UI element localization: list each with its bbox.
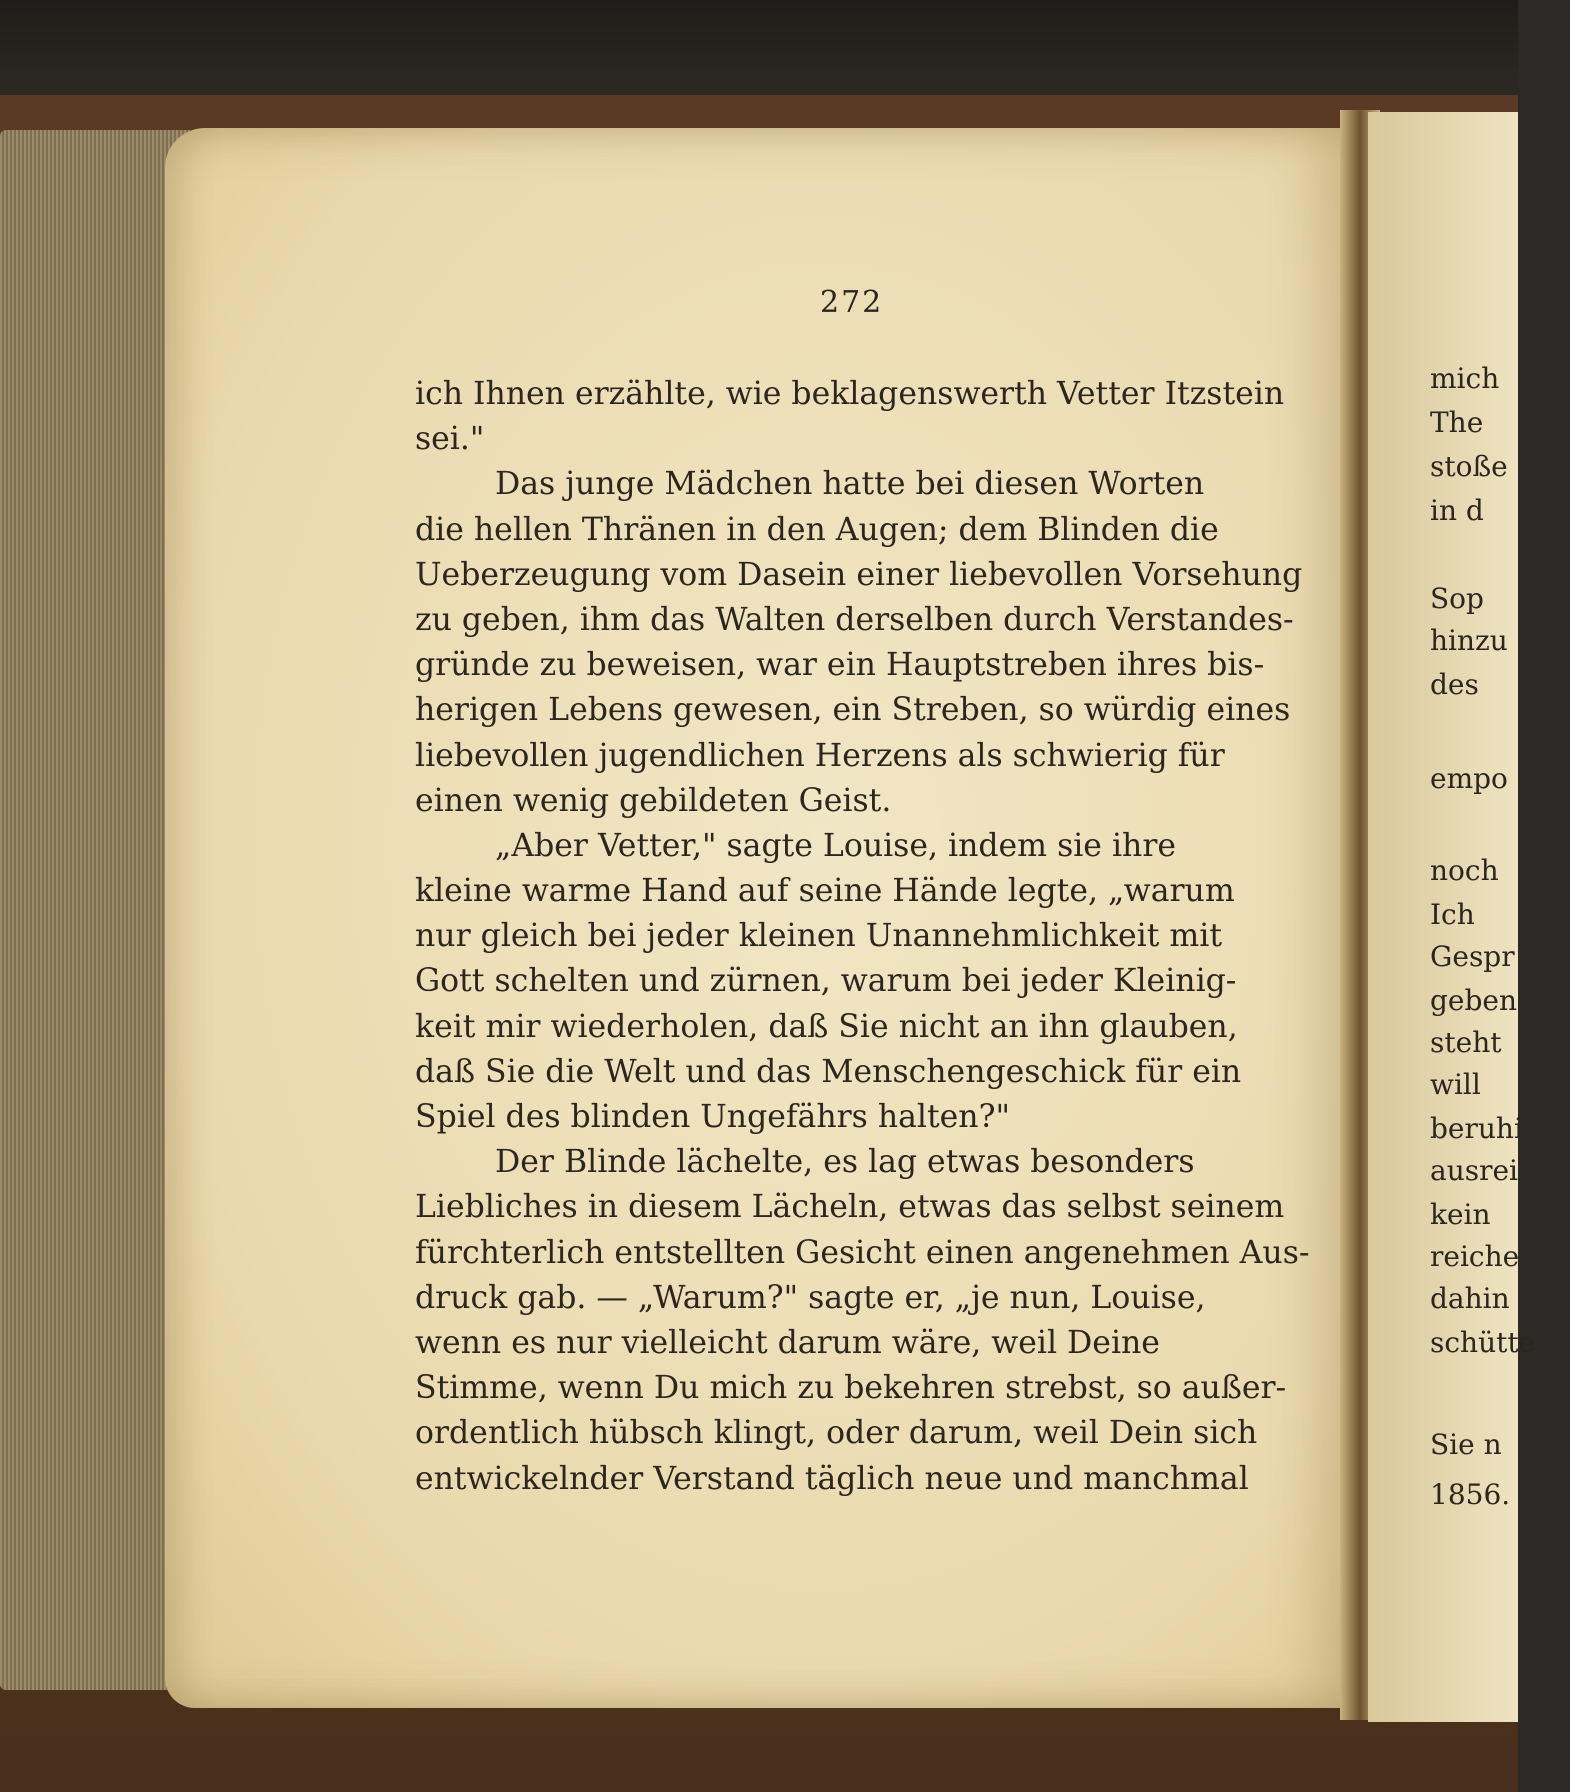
text-line: nur gleich bei jeder kleinen Unannehmlichkeit mit — [415, 918, 1222, 955]
background — [0, 0, 1518, 110]
right-text-line: beruhi — [1430, 1112, 1523, 1145]
right-text-line: schütte — [1430, 1326, 1536, 1359]
text-line: druck gab. — „Warum?" sagte er, „je nun, Louise, — [415, 1279, 1206, 1316]
text-line: ich Ihnen erzählte, wie beklagenswerth Vetter Itzstein — [415, 376, 1285, 412]
text-line: keit mir wiederholen, daß Sie nicht an ihn glauben, — [415, 1008, 1238, 1045]
text-line: Stimme, wenn Du mich zu bekehren strebst, so außer- — [415, 1370, 1287, 1407]
right-text-line: ausrei — [1430, 1154, 1519, 1187]
right-text-line: The — [1430, 406, 1484, 439]
text-line: entwickelnder Verstand täglich neue und manchmal — [415, 1460, 1249, 1497]
right-text-line: empo — [1430, 762, 1508, 795]
right-text-line: mich — [1430, 362, 1500, 395]
text-line: wenn es nur vielleicht darum wäre, weil Deine — [415, 1324, 1160, 1361]
right-text-line: 1856. — [1430, 1478, 1511, 1511]
text-line: daß Sie die Welt und das Menschengeschick für ein — [415, 1053, 1242, 1090]
right-text-line: noch — [1430, 854, 1499, 887]
text-line: Gott schelten und zürnen, warum bei jeder Kleinig- — [415, 963, 1237, 1000]
text-line: sei." — [415, 421, 485, 458]
right-text-line: reiche — [1430, 1240, 1520, 1273]
right-text-line: kein — [1430, 1198, 1491, 1231]
text-line: Ueberzeugung vom Dasein einer liebevollen Vorsehung — [415, 556, 1303, 593]
text-line: Das junge Mädchen hatte bei diesen Worten — [495, 466, 1205, 503]
right-text-line: Ich — [1430, 898, 1475, 931]
right-text-line: geben — [1430, 984, 1518, 1017]
text-line: Der Blinde lächelte, es lag etwas besonders — [495, 1144, 1195, 1181]
text-line: „Aber Vetter," sagte Louise, indem sie ihre — [495, 827, 1177, 864]
text-line: liebevollen jugendlichen Herzens als schwierig für — [415, 737, 1225, 774]
right-text-line: hinzu — [1430, 624, 1508, 657]
right-text-line: will — [1430, 1068, 1481, 1101]
right-text-line: dahin — [1430, 1282, 1510, 1315]
right-text-line: Sie n — [1430, 1428, 1502, 1461]
text-line: zu geben, ihm das Walten derselben durch Verstandes- — [415, 601, 1294, 638]
right-text-line: Gespr — [1430, 940, 1515, 973]
text-line: kleine warme Hand auf seine Hände legte, „warum — [415, 873, 1235, 910]
text-line: fürchterlich entstellten Gesicht einen angenehmen Aus- — [415, 1234, 1310, 1271]
right-text-line: Sop — [1430, 582, 1484, 615]
text-line: ordentlich hübsch klingt, oder darum, weil Dein sich — [415, 1415, 1258, 1452]
right-text-line: des — [1430, 668, 1479, 701]
right-text-line: stoße — [1430, 450, 1508, 483]
page-edges — [0, 130, 190, 1690]
text-line: gründe zu beweisen, war ein Hauptstreben ihres bis- — [415, 647, 1265, 684]
text-line: herigen Lebens gewesen, ein Streben, so würdig eines — [415, 692, 1291, 729]
page-number: 272 — [820, 285, 884, 320]
right-text-line: steht — [1430, 1026, 1502, 1059]
page-text — [415, 372, 1310, 1502]
text-line: die hellen Thränen in den Augen; dem Blinden die — [415, 511, 1219, 548]
text-line: einen wenig gebildeten Geist. — [415, 782, 892, 819]
right-text-line: in d — [1430, 494, 1484, 527]
text-line: Spiel des blinden Ungefährs halten?" — [415, 1099, 1010, 1135]
text-line: Liebliches in diesem Lächeln, etwas das selbst seinem — [415, 1189, 1285, 1226]
